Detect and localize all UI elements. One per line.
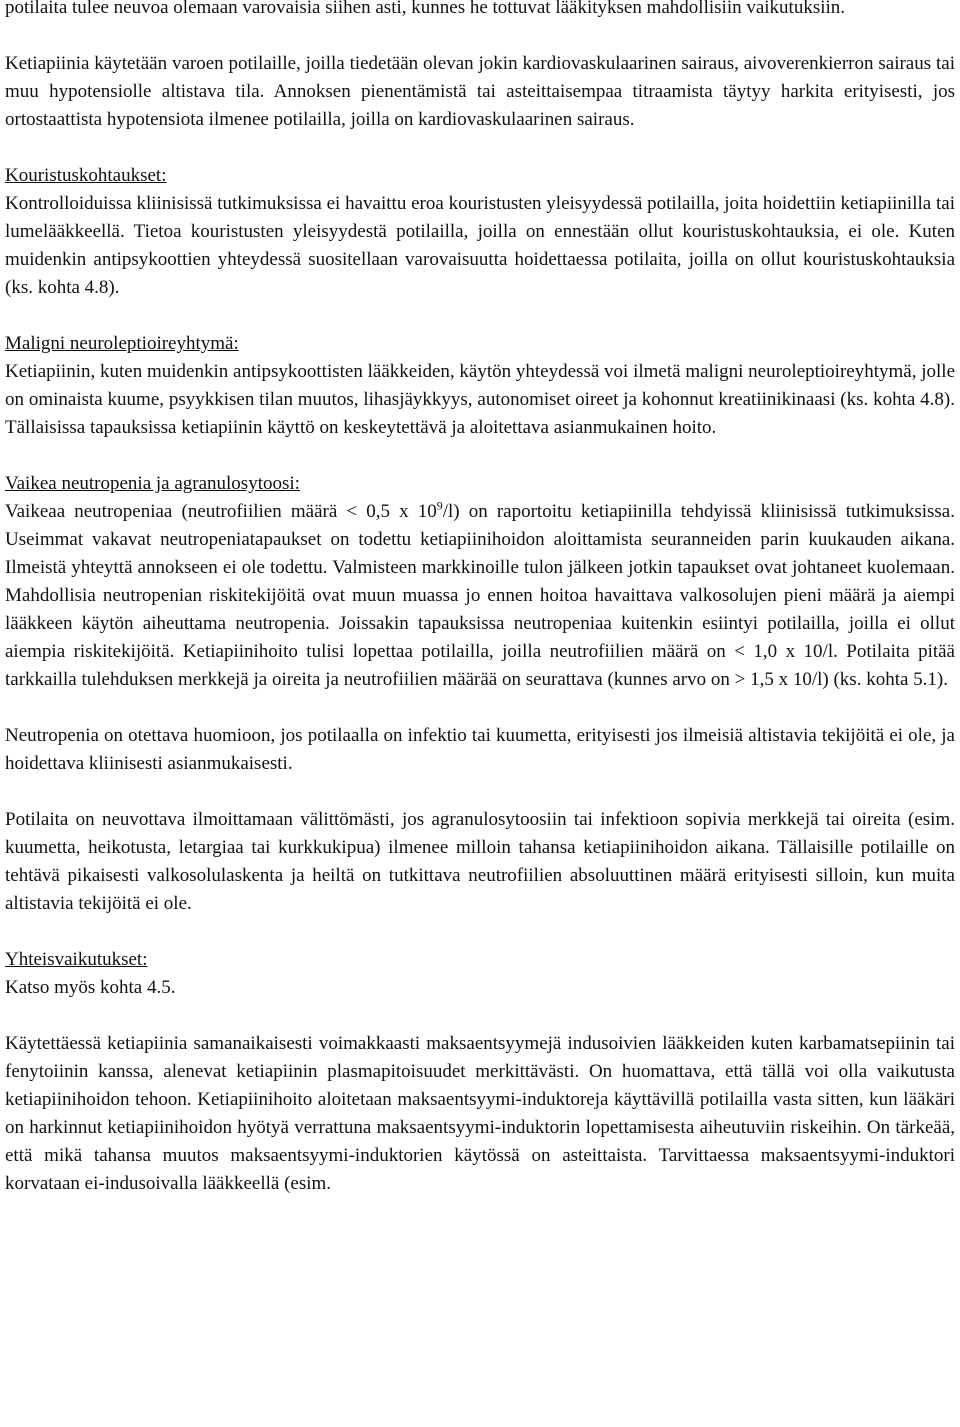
document-page [5,0,955,1198]
section-text-nms: Ketiapiinin, kuten muidenkin antipsykoottisten lääkkeiden, käytön yhteydessä voi ilmetä maligni neuroleptioireyhtymä, jolle on ominaista kuume, psyykkisen tilan muutos, lihasjäykkyys, autonomiset oireet ja kohonnut kreatiinikinaasi (ks. kohta 4.8). Tällaisissa tapauksissa ketiapiinin käyttö on keskeytettävä ja aloitettava asianmukainen hoito. [5,361,955,438]
section-heading-neutropenia: Vaikea neutropenia ja agranulosytoosi: [5,473,300,494]
paragraph-interactions: Käytettäessä ketiapiinia samanaikaisesti voimakkaasti maksaentsyymejä indusoivien lääkkeiden kuten karbamatsepiinin tai fenytoiinin kanssa, alenevat ketiapiinin plasmapitoisuudet merkittävästi. On huomattava, että tällä voi olla vaikutusta ketiapiinihoidon tehoon. Ketiapiinihoito aloitetaan maksaentsyymi-induktoreja käyttävillä potilailla vasta sitten, kun lääkäri on harkinnut ketiapiinihoidon hyötyä verrattuna maksaentsyymi-induktorin lopettamisesta aiheutuviin riskeihin. On tärkeää, että mikä tahansa muutos maksaentsyymi-induktorien käytössä on asteittaista. Tarvittaessa maksaentsyymi-induktori korvataan ei-indusoivalla lääkkeellä (esim. [5,1033,955,1194]
section-heading-interactions: Yhteisvaikutukset: [5,949,148,970]
section-seizures [5,162,955,302]
section-heading-nms: Maligni neuroleptioireyhtymä: [5,333,239,354]
section-interactions [5,946,955,1002]
interactions-see-also: Katso myös kohta 4.5. [5,977,176,998]
section-text-seizures: Kontrolloiduissa kliinisissä tutkimuksissa ei havaittu eroa kouristusten yleisyydessä potilailla, joita hoidettiin ketiapiinilla tai lumelääkkeellä. Tietoa kouristusten yleisyydestä potilailla, joilla on ennestään ollut kouristuskohtauksia, ei ole. Kuten muidenkin antipsykoottien yhteydessä suositellaan varovaisuutta hoidettaessa potilaita, joilla on ollut kouristuskohtauksia (ks. kohta 4.8). [5,193,955,298]
paragraph-intro: potilaita tulee neuvoa olemaan varovaisia siihen asti, kunnes he tottuvat lääkityksen mahdollisiin vaikutuksiin. [5,0,846,18]
neutropenia-text-start: Vaikeaa neutropeniaa (neutrofiilien määrä < 0,5 x 10 [5,501,437,522]
paragraph-neutropenia-infection: Neutropenia on otettava huomioon, jos potilaalla on infektio tai kuumetta, erityisesti jos ilmeisiä altistavia tekijöitä ei ole, ja hoidettava kliinisesti asianmukaisesti. [5,725,955,774]
paragraph-neutropenia-advise: Potilaita on neuvottava ilmoittamaan välittömästi, jos agranulosytoosiin tai infektioon sopivia merkkejä tai oireita (esim. kuumetta, heikotusta, letargiaa tai kurkkukipua) ilmenee milloin tahansa ketiapiinihoidon aikana. Tällaisille potilaille on tehtävä pikaisesti valkosolulaskenta ja heiltä on tutkittava neutrofiilien absoluuttinen määrä erityisesti silloin, kun muita altistavia tekijöitä ei ole. [5,809,955,914]
section-nms [5,330,955,442]
neutropenia-text-rest: /l) on raportoitu ketiapiinilla tehdyissä kliinisissä tutkimuksissa. Useimmat vakavat neutropeniatapaukset on todettu ketiapiinihoidon aloittamista seuranneiden parin kuukauden aikana. Ilmeistä yhteyttä annokseen ei ole todettu. Valmisteen markkinoille tulon jälkeen jotkin tapaukset ovat johtaneet kuolemaan. Mahdollisia neutropenian riskitekijöitä ovat muun muassa jo ennen hoitoa havaittava valkosolujen pieni määrä ja aiempi lääkkeen käytön aiheuttama neutropenia. Joissakin tapauksissa neutropeniaa kuitenkin esiintyi potilailla, joilla ei ollut aiempia riskitekijöitä. Ketiapiinihoito tulisi lopettaa potilailla, joilla neutrofiilien määrä on < 1,0 x 10/l. Potilaita pitää tarkkailla tulehduksen merkkejä ja oireita ja neutrofiilien määrää on seurattava (kunnes arvo on > 1,5 x 10/l) (ks. kohta 5.1). [5,501,955,690]
section-neutropenia [5,470,955,694]
paragraph-hypotension: Ketiapiinia käytetään varoen potilaille, joilla tiedetään olevan jokin kardiovaskulaarinen sairaus, aivoverenkierron sairaus tai muu hypotensiolle altistava tila. Annoksen pienentämistä tai asteittaisempaa titraamista täytyy harkita erityisesti, jos ortostaattista hypotensiota ilmenee potilailla, joilla on kardiovaskulaarinen sairaus. [5,53,955,130]
section-heading-seizures: Kouristuskohtaukset: [5,165,167,186]
exponent-superscript: 9 [436,498,443,513]
